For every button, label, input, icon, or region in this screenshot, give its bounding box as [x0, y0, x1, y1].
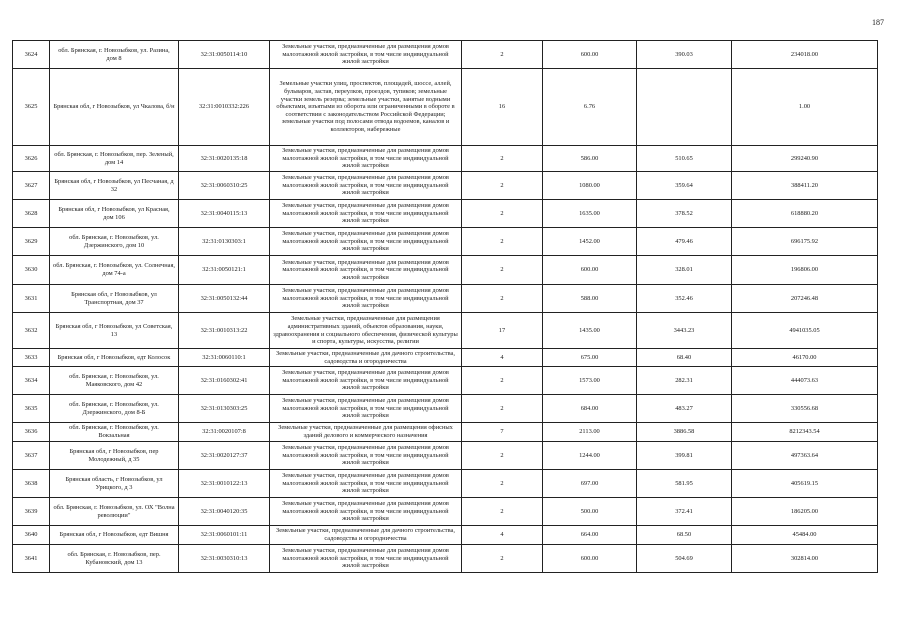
- page-number: 187: [872, 18, 884, 27]
- row-number-cell: 3630: [13, 256, 50, 285]
- address-cell: Брянская область, г Новозыбков, ул Урицкого, д 3: [50, 470, 179, 498]
- unit-value-cell: 328.01: [637, 256, 732, 285]
- address-cell: Брянская обл, г Новозыбков, ул Красная, дом 106: [50, 200, 179, 228]
- address-cell: обл. Брянская, г. Новозыбков, ул. Вокзальная: [50, 423, 179, 442]
- address-cell: обл. Брянская, г. Новозыбков, ул. Дзержинского, дом 10: [50, 228, 179, 256]
- table-row: [13, 146, 878, 172]
- address-cell: обл. Брянская, г. Новозыбков, ул. Разина, дом 8: [50, 41, 179, 69]
- land-use-cell: Земельные участки, предназначенные для размещения домов малоэтажной жилой застройки, в том числе индивидуальной жилой застройки: [270, 172, 462, 200]
- cadastral-value-cell: 696175.92: [732, 228, 878, 256]
- row-number-cell: 3629: [13, 228, 50, 256]
- row-number-cell: 3635: [13, 395, 50, 423]
- unit-value-cell: 3886.58: [637, 423, 732, 442]
- land-use-cell: Земельные участки, предназначенные для дачного строительства, садоводства и огородничества: [270, 349, 462, 367]
- unit-value-cell: 282.31: [637, 367, 732, 395]
- address-cell: обл. Брянская, г. Новозыбков, ул. ОХ "Волна революции": [50, 498, 179, 526]
- area-cell: 600.00: [543, 545, 637, 573]
- row-number-cell: 3634: [13, 367, 50, 395]
- unit-value-cell: 359.64: [637, 172, 732, 200]
- row-number-cell: 3628: [13, 200, 50, 228]
- row-number-cell: 3627: [13, 172, 50, 200]
- cadastral-value-cell: 299240.90: [732, 146, 878, 172]
- area-cell: 600.00: [543, 256, 637, 285]
- cadastral-value-cell: 46170.00: [732, 349, 878, 367]
- table-row: [13, 228, 878, 256]
- cadastral-value-cell: 302814.00: [732, 545, 878, 573]
- cadastral-number-cell: 32:31:0010313:22: [179, 313, 270, 349]
- row-number-cell: 3632: [13, 313, 50, 349]
- use-class-cell: 2: [462, 228, 543, 256]
- area-cell: 1635.00: [543, 200, 637, 228]
- cadastral-value-cell: 444073.63: [732, 367, 878, 395]
- cadastral-value-cell: 330556.68: [732, 395, 878, 423]
- table-row: [13, 442, 878, 470]
- row-number-cell: 3640: [13, 526, 50, 545]
- cadastral-number-cell: 32:31:0050121:1: [179, 256, 270, 285]
- land-use-cell: Земельные участки улиц, проспектов, площадей, шоссе, аллей, бульваров, застав, переулков, проездов, тупиков; земельные участки земель резерва; земельные участки, занятые водными объектами, изъятыми из оборота или ограниченными в обороте в соответствии с законодательством Российской Федерации; земельные участки под полосами отвода водоемов, каналов и коллекторов, набережные: [270, 69, 462, 146]
- address-cell: Брянская обл, г Новозыбков, едт Вишня: [50, 526, 179, 545]
- area-cell: 1452.00: [543, 228, 637, 256]
- area-cell: 586.00: [543, 146, 637, 172]
- row-number-cell: 3631: [13, 285, 50, 313]
- table-row: [13, 172, 878, 200]
- table-row: [13, 423, 878, 442]
- land-use-cell: Земельные участки, предназначенные для размещения офисных зданий делового и коммерческого назначения: [270, 423, 462, 442]
- land-use-cell: Земельные участки, предназначенные для дачного строительства, садоводства и огородничества: [270, 526, 462, 545]
- row-number-cell: 3626: [13, 146, 50, 172]
- land-use-cell: Земельные участки, предназначенные для размещения домов малоэтажной жилой застройки, в том числе индивидуальной жилой застройки: [270, 41, 462, 69]
- use-class-cell: 16: [462, 69, 543, 146]
- cadastral-value-cell: 186205.00: [732, 498, 878, 526]
- area-cell: 1573.00: [543, 367, 637, 395]
- row-number-cell: 3624: [13, 41, 50, 69]
- cadastral-number-cell: 32:31:0050114:10: [179, 41, 270, 69]
- unit-value-cell: 68.40: [637, 349, 732, 367]
- land-use-cell: Земельные участки, предназначенные для размещения домов малоэтажной жилой застройки, в том числе индивидуальной жилой застройки: [270, 228, 462, 256]
- unit-value-cell: [637, 69, 732, 146]
- unit-value-cell: 378.52: [637, 200, 732, 228]
- unit-value-cell: 504.69: [637, 545, 732, 573]
- address-cell: обл. Брянская, г. Новозыбков, ул. Маяковского, дом 42: [50, 367, 179, 395]
- land-use-cell: Земельные участки, предназначенные для размещения домов малоэтажной жилой застройки, в том числе индивидуальной жилой застройки: [270, 285, 462, 313]
- unit-value-cell: 390.03: [637, 41, 732, 69]
- cadastral-number-cell: 32:31:0060310:25: [179, 172, 270, 200]
- land-use-cell: Земельные участки, предназначенные для размещения домов малоэтажной жилой застройки, в том числе индивидуальной жилой застройки: [270, 395, 462, 423]
- use-class-cell: 2: [462, 41, 543, 69]
- table-row: [13, 69, 878, 146]
- address-cell: обл. Брянская, г. Новозыбков, пер. Кубановский, дом 13: [50, 545, 179, 573]
- address-cell: Брянская обл, г Новозыбков, едт Колосок: [50, 349, 179, 367]
- use-class-cell: 2: [462, 256, 543, 285]
- row-number-cell: 3637: [13, 442, 50, 470]
- unit-value-cell: 399.81: [637, 442, 732, 470]
- use-class-cell: 2: [462, 172, 543, 200]
- cadastral-number-cell: 32:31:0060101:11: [179, 526, 270, 545]
- area-cell: 6.76: [543, 69, 637, 146]
- table-row: [13, 470, 878, 498]
- unit-value-cell: 479.46: [637, 228, 732, 256]
- cadastral-number-cell: 32:31:0130303:25: [179, 395, 270, 423]
- row-number-cell: 3641: [13, 545, 50, 573]
- table-row: [13, 256, 878, 285]
- unit-value-cell: 510.65: [637, 146, 732, 172]
- address-cell: обл. Брянская, г. Новозыбков, пер. Зеленый, дом 14: [50, 146, 179, 172]
- area-cell: 664.00: [543, 526, 637, 545]
- use-class-cell: 2: [462, 442, 543, 470]
- area-cell: 697.00: [543, 470, 637, 498]
- table-row: [13, 313, 878, 349]
- cadastral-number-cell: 32:31:0050132:44: [179, 285, 270, 313]
- address-cell: Брянская обл, г Новозыбков, ул Советская, 13: [50, 313, 179, 349]
- row-number-cell: 3639: [13, 498, 50, 526]
- use-class-cell: 2: [462, 470, 543, 498]
- address-cell: Брянская обл, г Новозыбков, ул Песчаная, д 32: [50, 172, 179, 200]
- cadastral-value-cell: 45484.00: [732, 526, 878, 545]
- cadastral-value-cell: 388411.20: [732, 172, 878, 200]
- table-row: [13, 41, 878, 69]
- unit-value-cell: 483.27: [637, 395, 732, 423]
- cadastral-number-cell: 32:31:0040115:13: [179, 200, 270, 228]
- cadastral-value-cell: 1.00: [732, 69, 878, 146]
- table-row: [13, 285, 878, 313]
- table-row: [13, 498, 878, 526]
- land-use-cell: Земельные участки, предназначенные для размещения домов малоэтажной жилой застройки, в том числе индивидуальной жилой застройки: [270, 498, 462, 526]
- use-class-cell: 2: [462, 395, 543, 423]
- cadastral-number-cell: 32:31:0160302:41: [179, 367, 270, 395]
- land-use-cell: Земельные участки, предназначенные для размещения домов малоэтажной жилой застройки, в том числе индивидуальной жилой застройки: [270, 442, 462, 470]
- area-cell: 1080.00: [543, 172, 637, 200]
- unit-value-cell: 68.50: [637, 526, 732, 545]
- cadastral-number-cell: 32:31:0020127:37: [179, 442, 270, 470]
- use-class-cell: 4: [462, 526, 543, 545]
- use-class-cell: 2: [462, 200, 543, 228]
- land-use-cell: Земельные участки, предназначенные для размещения административных зданий, объектов образования, науки, здравоохранения и социального обеспечения, физической культуры и спорта, культуры, искусства, религии: [270, 313, 462, 349]
- cadastral-value-cell: 405619.15: [732, 470, 878, 498]
- area-cell: 588.00: [543, 285, 637, 313]
- use-class-cell: 2: [462, 285, 543, 313]
- table-row: [13, 349, 878, 367]
- row-number-cell: 3625: [13, 69, 50, 146]
- land-use-cell: Земельные участки, предназначенные для размещения домов малоэтажной жилой застройки, в том числе индивидуальной жилой застройки: [270, 545, 462, 573]
- address-cell: Брянская обл, г Новозыбков, пер Молодежный, д 35: [50, 442, 179, 470]
- address-cell: Брянская обл, г Новозыбков, ул Чкалова, б/н: [50, 69, 179, 146]
- land-use-cell: Земельные участки, предназначенные для размещения домов малоэтажной жилой застройки, в том числе индивидуальной жилой застройки: [270, 470, 462, 498]
- use-class-cell: 4: [462, 349, 543, 367]
- table-row: [13, 395, 878, 423]
- area-cell: 1435.00: [543, 313, 637, 349]
- use-class-cell: 2: [462, 545, 543, 573]
- table-row: [13, 545, 878, 573]
- unit-value-cell: 3443.23: [637, 313, 732, 349]
- unit-value-cell: 352.46: [637, 285, 732, 313]
- table-row: [13, 200, 878, 228]
- cadastral-number-cell: 32:31:0020107:8: [179, 423, 270, 442]
- area-cell: 2113.00: [543, 423, 637, 442]
- land-use-cell: Земельные участки, предназначенные для размещения домов малоэтажной жилой застройки, в том числе индивидуальной жилой застройки: [270, 256, 462, 285]
- cadastral-value-cell: 207246.48: [732, 285, 878, 313]
- address-cell: обл. Брянская, г. Новозыбков, ул. Солнечная, дом 74-а: [50, 256, 179, 285]
- cadastral-value-cell: 618880.20: [732, 200, 878, 228]
- cadastral-number-cell: 32:31:0010122:13: [179, 470, 270, 498]
- cadastral-value-cell: 234018.00: [732, 41, 878, 69]
- cadastral-number-cell: 32:31:0040120:35: [179, 498, 270, 526]
- cadastral-number-cell: 32:31:0130303:1: [179, 228, 270, 256]
- address-cell: обл. Брянская, г. Новозыбков, ул. Дзержинского, дом 8-Б: [50, 395, 179, 423]
- land-use-cell: Земельные участки, предназначенные для размещения домов малоэтажной жилой застройки, в том числе индивидуальной жилой застройки: [270, 200, 462, 228]
- table-row: [13, 526, 878, 545]
- cadastral-value-cell: 196806.00: [732, 256, 878, 285]
- use-class-cell: 2: [462, 498, 543, 526]
- unit-value-cell: 581.95: [637, 470, 732, 498]
- cadastral-value-cell: 497363.64: [732, 442, 878, 470]
- use-class-cell: 17: [462, 313, 543, 349]
- use-class-cell: 7: [462, 423, 543, 442]
- cadastral-value-table: [12, 40, 878, 573]
- area-cell: 675.00: [543, 349, 637, 367]
- row-number-cell: 3638: [13, 470, 50, 498]
- use-class-cell: 2: [462, 367, 543, 395]
- cadastral-value-cell: 4941035.05: [732, 313, 878, 349]
- unit-value-cell: 372.41: [637, 498, 732, 526]
- address-cell: Брянская обл, г Новозыбков, ул Транспортная, дом 37: [50, 285, 179, 313]
- area-cell: 600.00: [543, 41, 637, 69]
- cadastral-number-cell: 32:31:0060110:1: [179, 349, 270, 367]
- cadastral-number-cell: 32:31:0030310:13: [179, 545, 270, 573]
- land-use-cell: Земельные участки, предназначенные для размещения домов малоэтажной жилой застройки, в том числе индивидуальной жилой застройки: [270, 146, 462, 172]
- cadastral-number-cell: 32:31:0010332:226: [179, 69, 270, 146]
- row-number-cell: 3633: [13, 349, 50, 367]
- cadastral-number-cell: 32:31:0020135:18: [179, 146, 270, 172]
- use-class-cell: 2: [462, 146, 543, 172]
- area-cell: 1244.00: [543, 442, 637, 470]
- table-row: [13, 367, 878, 395]
- cadastral-value-cell: 8212343.54: [732, 423, 878, 442]
- row-number-cell: 3636: [13, 423, 50, 442]
- area-cell: 500.00: [543, 498, 637, 526]
- area-cell: 684.00: [543, 395, 637, 423]
- land-use-cell: Земельные участки, предназначенные для размещения домов малоэтажной жилой застройки, в том числе индивидуальной жилой застройки: [270, 367, 462, 395]
